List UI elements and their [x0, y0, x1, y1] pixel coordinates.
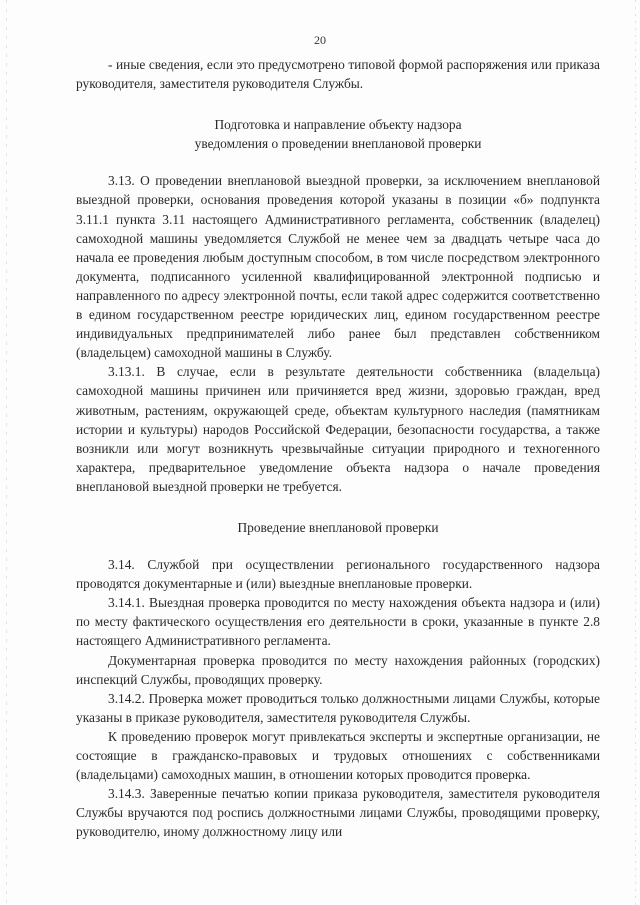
page-number: 20 [314, 33, 326, 47]
heading-line: уведомления о проведении внеплановой проверки [194, 136, 482, 152]
paragraph-other-info: - иные сведения, если это предусмотрено типовой формой распоряжения или приказа руководителя, заместителя руководителя Службы. [76, 57, 600, 92]
document-body [76, 55, 600, 841]
heading-line: Проведение внеплановой проверки [237, 519, 439, 535]
scan-edge-left [6, 0, 7, 905]
paragraph-3-14-2: 3.14.2. Проверка может проводиться только должностными лицами Службы, которые указаны в приказе руководителя, заместителя руководителя Службы. [76, 690, 600, 725]
heading-line: Подготовка и направление объекту надзора [214, 117, 462, 133]
paragraph-3-14: 3.14. Службой при осуществлении регионального государственного надзора проводятся документарные и (или) выездные внеплановые проверки. [76, 557, 600, 592]
paragraph-3-13: 3.13. О проведении внеплановой выездной проверки, за исключением внеплановой выездной проверки, основания проведения которой указаны в позиции «б» подпункта 3.11.1 пункта 3.11 настоящего Административного регламента, собственник (владелец) самоходной машины уведомляется Службой не менее чем за двадцать четыре часа до начала ее проведения любым доступным способом, в том числе посредством электронного документа, подписанного усиленной квалифицированной электронной подписью и направленного по адресу электронной почты, если такой адрес содержится соответственно в едином государственном реестре юридических лиц, едином государственном реестре индивидуальных предпринимателей либо ранее был представлен собственником (владельцем) самоходной машины в Службу. [76, 173, 600, 361]
scan-edge-right [635, 0, 636, 905]
paragraph-3-14-1: 3.14.1. Выездная проверка проводится по месту нахождения объекта надзора и (или) по месту фактического осуществления его деятельности в сроки, указанные в пункте 2.8 настоящего Административного регламента. [76, 595, 600, 649]
paragraph-documentary-check: Документарная проверка проводится по месту нахождения районных (городских) инспекций Службы, проводящих проверку. [76, 652, 600, 687]
section-heading-notification [76, 115, 600, 153]
paragraph-3-14-3: 3.14.3. Заверенные печатью копии приказа руководителя, заместителя руководителя Службы вручаются под роспись должностными лицами Службы, проводящими проверку, руководителю, иному должностному лицу или [76, 786, 600, 840]
paragraph-experts: К проведению проверок могут привлекаться эксперты и экспертные организации, не состоящие в гражданско-правовых и трудовых отношениях с собственниками (владельцами) самоходных машин, в отношении которых проводится проверка. [76, 728, 600, 783]
paragraph-3-13-1: 3.13.1. В случае, если в результате деятельности собственника (владельца) самоходной машины причинен или причиняется вред жизни, здоровью граждан, вред животным, растениям, окружающей среде, объектам культурного наследия (памятникам истории и культуры) народов Российской Федерации, безопасности государства, а также возникли или могут возникнуть чрезвычайные ситуации природного и техногенного характера, предварительное уведомление объекта надзора о начале проведения внеплановой выездной проверки не требуется. [76, 364, 600, 494]
section-heading-inspection [76, 518, 600, 537]
